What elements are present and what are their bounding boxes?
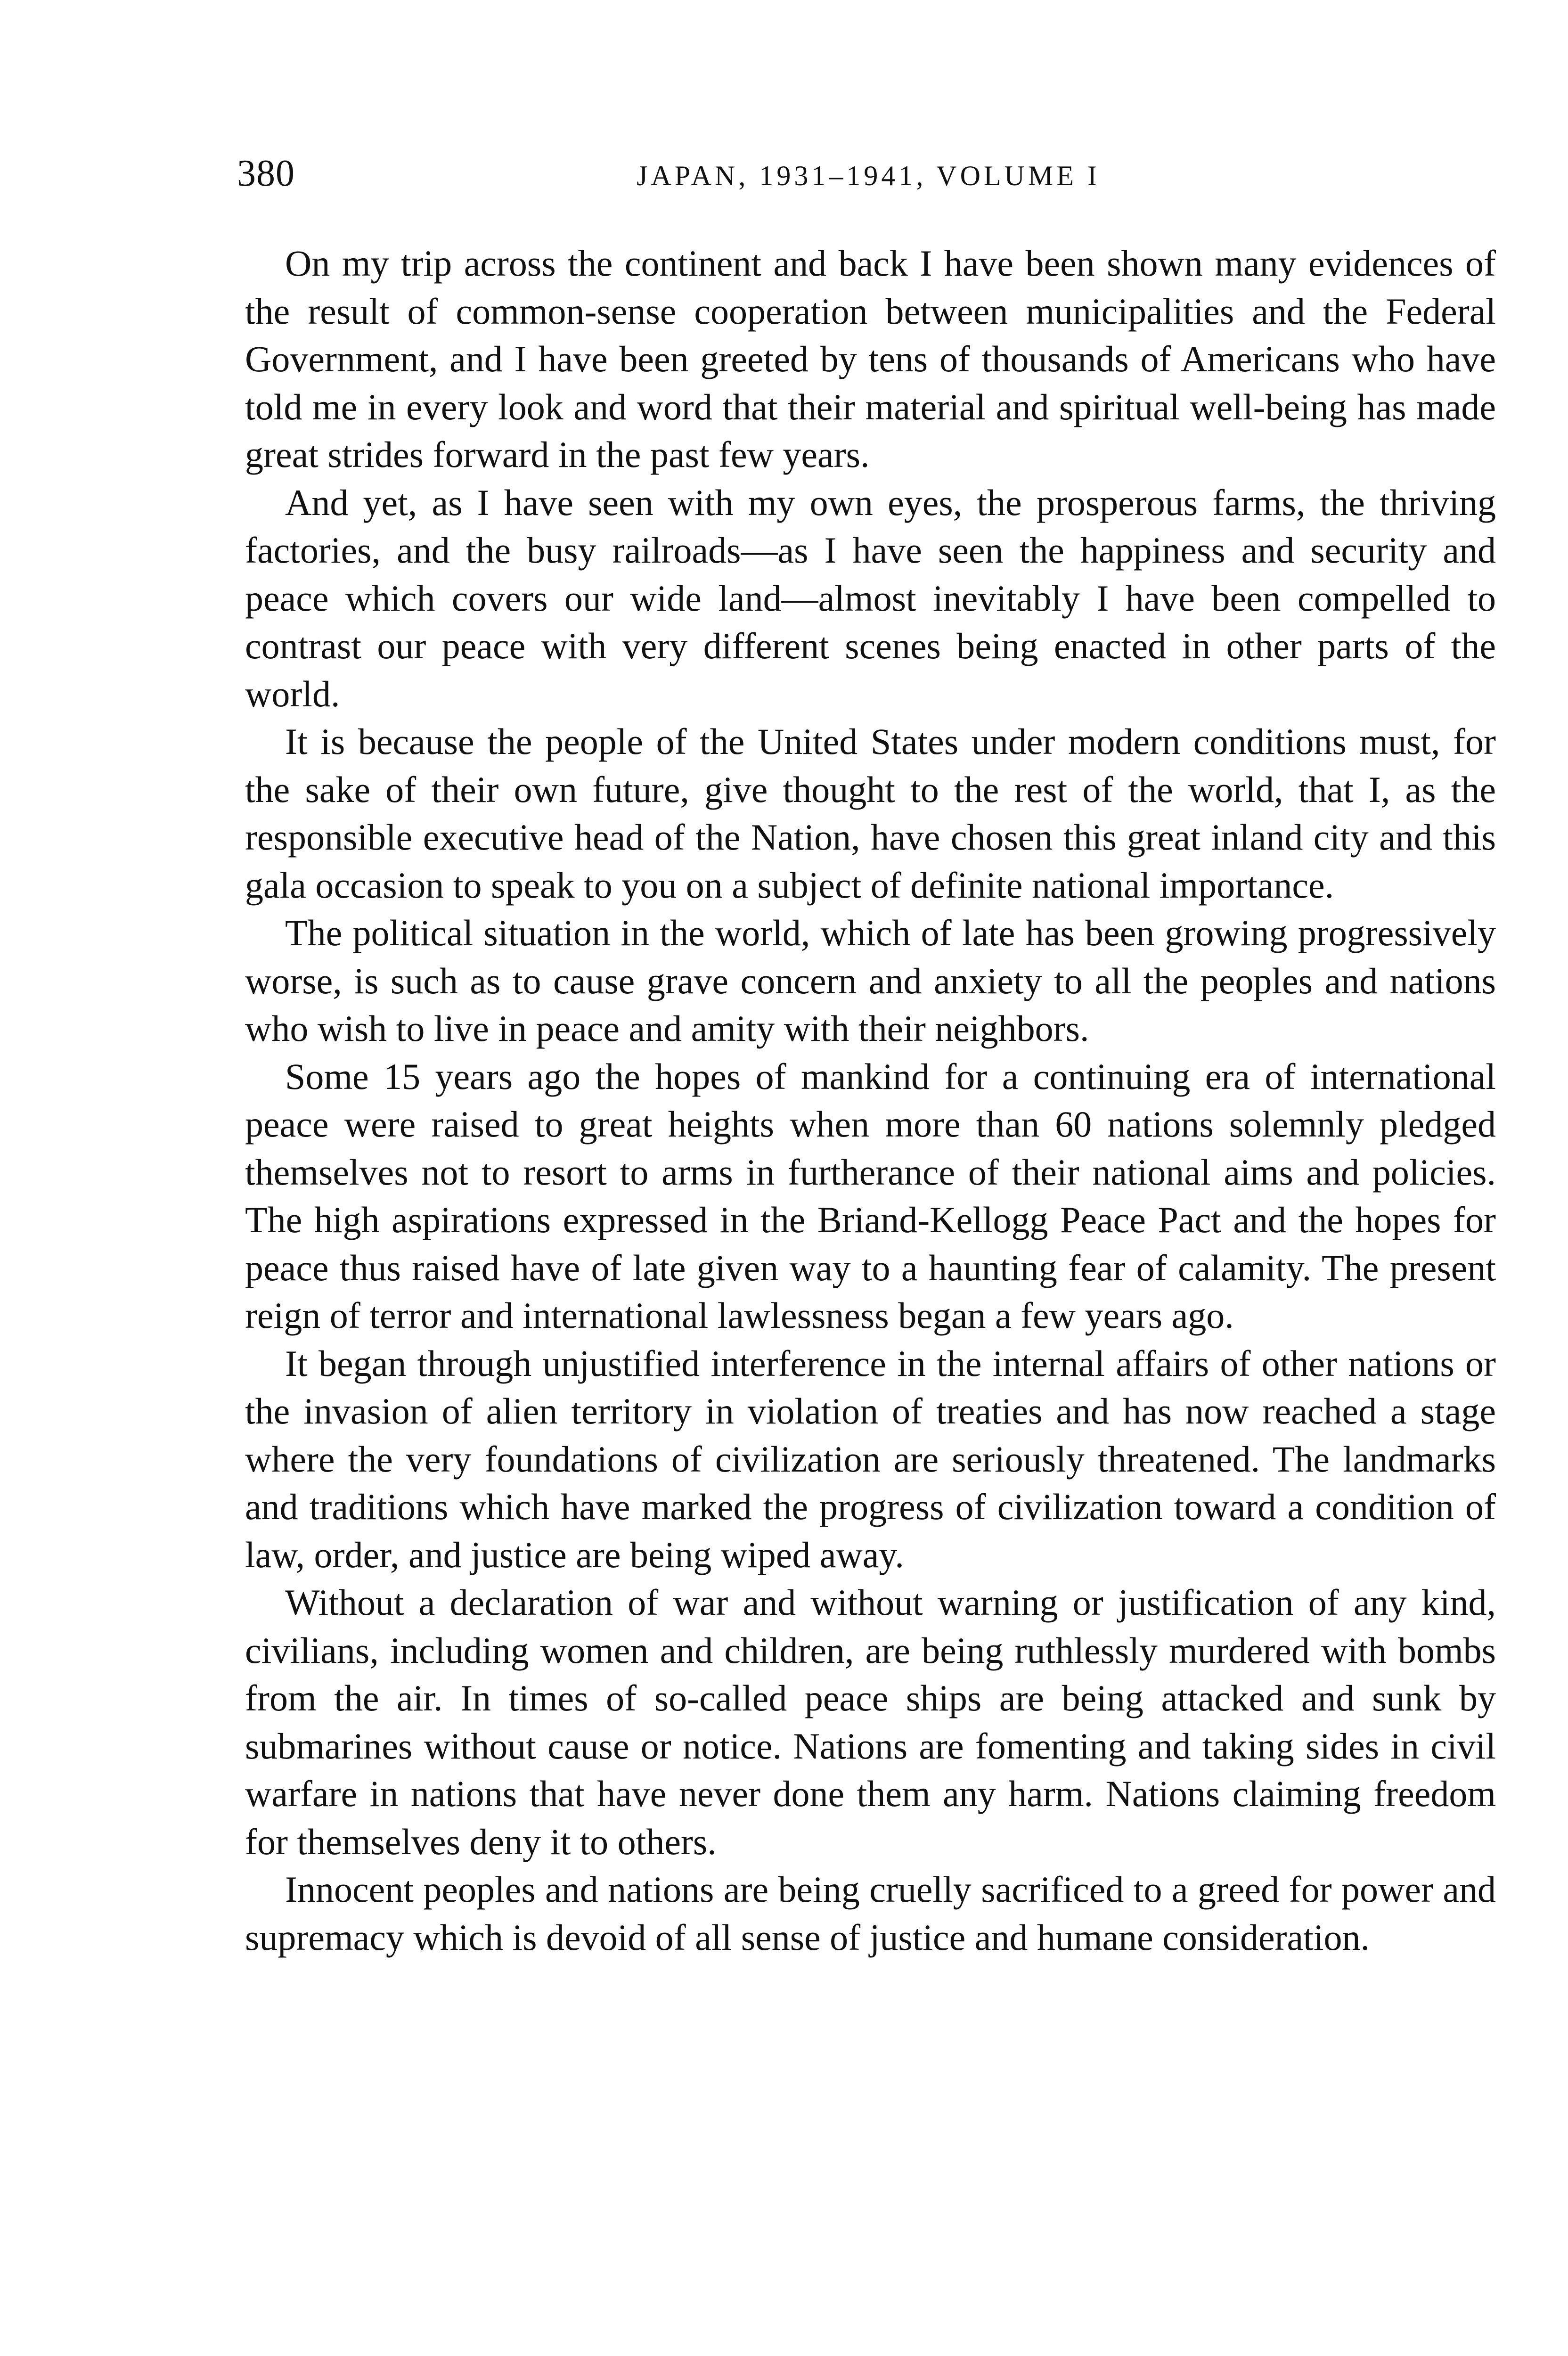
body-text xyxy=(245,239,1496,1961)
paragraph: It began through unjustified interference in the internal affairs of other nations or the invasion of alien territory in violation of treaties and has now reached a stage where the very foundations of civilization are seriously threatened. The landmarks and traditions which have marked the progress of civilization toward a condition of law, order, and justice are being wiped away. xyxy=(245,1342,1496,1575)
running-head: JAPAN, 1931–1941, VOLUME I xyxy=(637,160,1100,191)
paragraph: It is because the people of the United States under modern conditions must, for the sake of their own future, give thought to the rest of the world, that I, as the responsible executive head of the Nation, have chosen this great inland city and this gala occasion to speak to you on a subject of definite national importance. xyxy=(245,721,1496,906)
page-number: 380 xyxy=(237,153,295,194)
paragraph: Without a declaration of war and without warning or justification of any kind, civilians, including women and children, are being ruthlessly murdered with bombs from the air. In times of so-called peace ships are being attacked and sunk by submarines without cause or notice. Nations are fomenting and taking sides in civil warfare in nations that have never done them any harm. Nations claiming freedom for themselves deny it to others. xyxy=(245,1582,1496,1862)
paragraph: Some 15 years ago the hopes of mankind for a continuing era of international peace were raised to great heights when more than 60 nations solemnly pledged themselves not to resort to arms in furtherance of their national aims and policies. The high aspirations expressed in the Briand-Kellogg Peace Pact and the hopes for peace thus raised have of late given way to a haunting fear of calamity. The present reign of terror and international lawlessness began a few years ago. xyxy=(245,1055,1496,1336)
paragraph: And yet, as I have seen with my own eyes, the prosperous farms, the thriving factories, and the busy railroads—as I have seen the happiness and security and peace which covers our wide land—almost inevitably I have been compelled to contrast our peace with very different scenes being enacted in other parts of the world. xyxy=(245,482,1496,714)
page-header xyxy=(237,150,1500,202)
paragraph: On my trip across the continent and back I have been shown many evidences of the result of common-sense cooperation between municipalities and the Federal Government, and I have been greeted by tens of thousands of Americans who have told me in every look and word that their material and spiritual well-being has made great strides forward in the past few years. xyxy=(245,243,1496,475)
paragraph: Innocent peoples and nations are being cruelly sacrificed to a greed for power and supremacy which is devoid of all sense of justice and humane consideration. xyxy=(245,1869,1496,1958)
paragraph: The political situation in the world, which of late has been growing progressively worse, is such as to cause grave concern and anxiety to all the peoples and nations who wish to live in peace and amity with their neighbors. xyxy=(245,912,1496,1049)
